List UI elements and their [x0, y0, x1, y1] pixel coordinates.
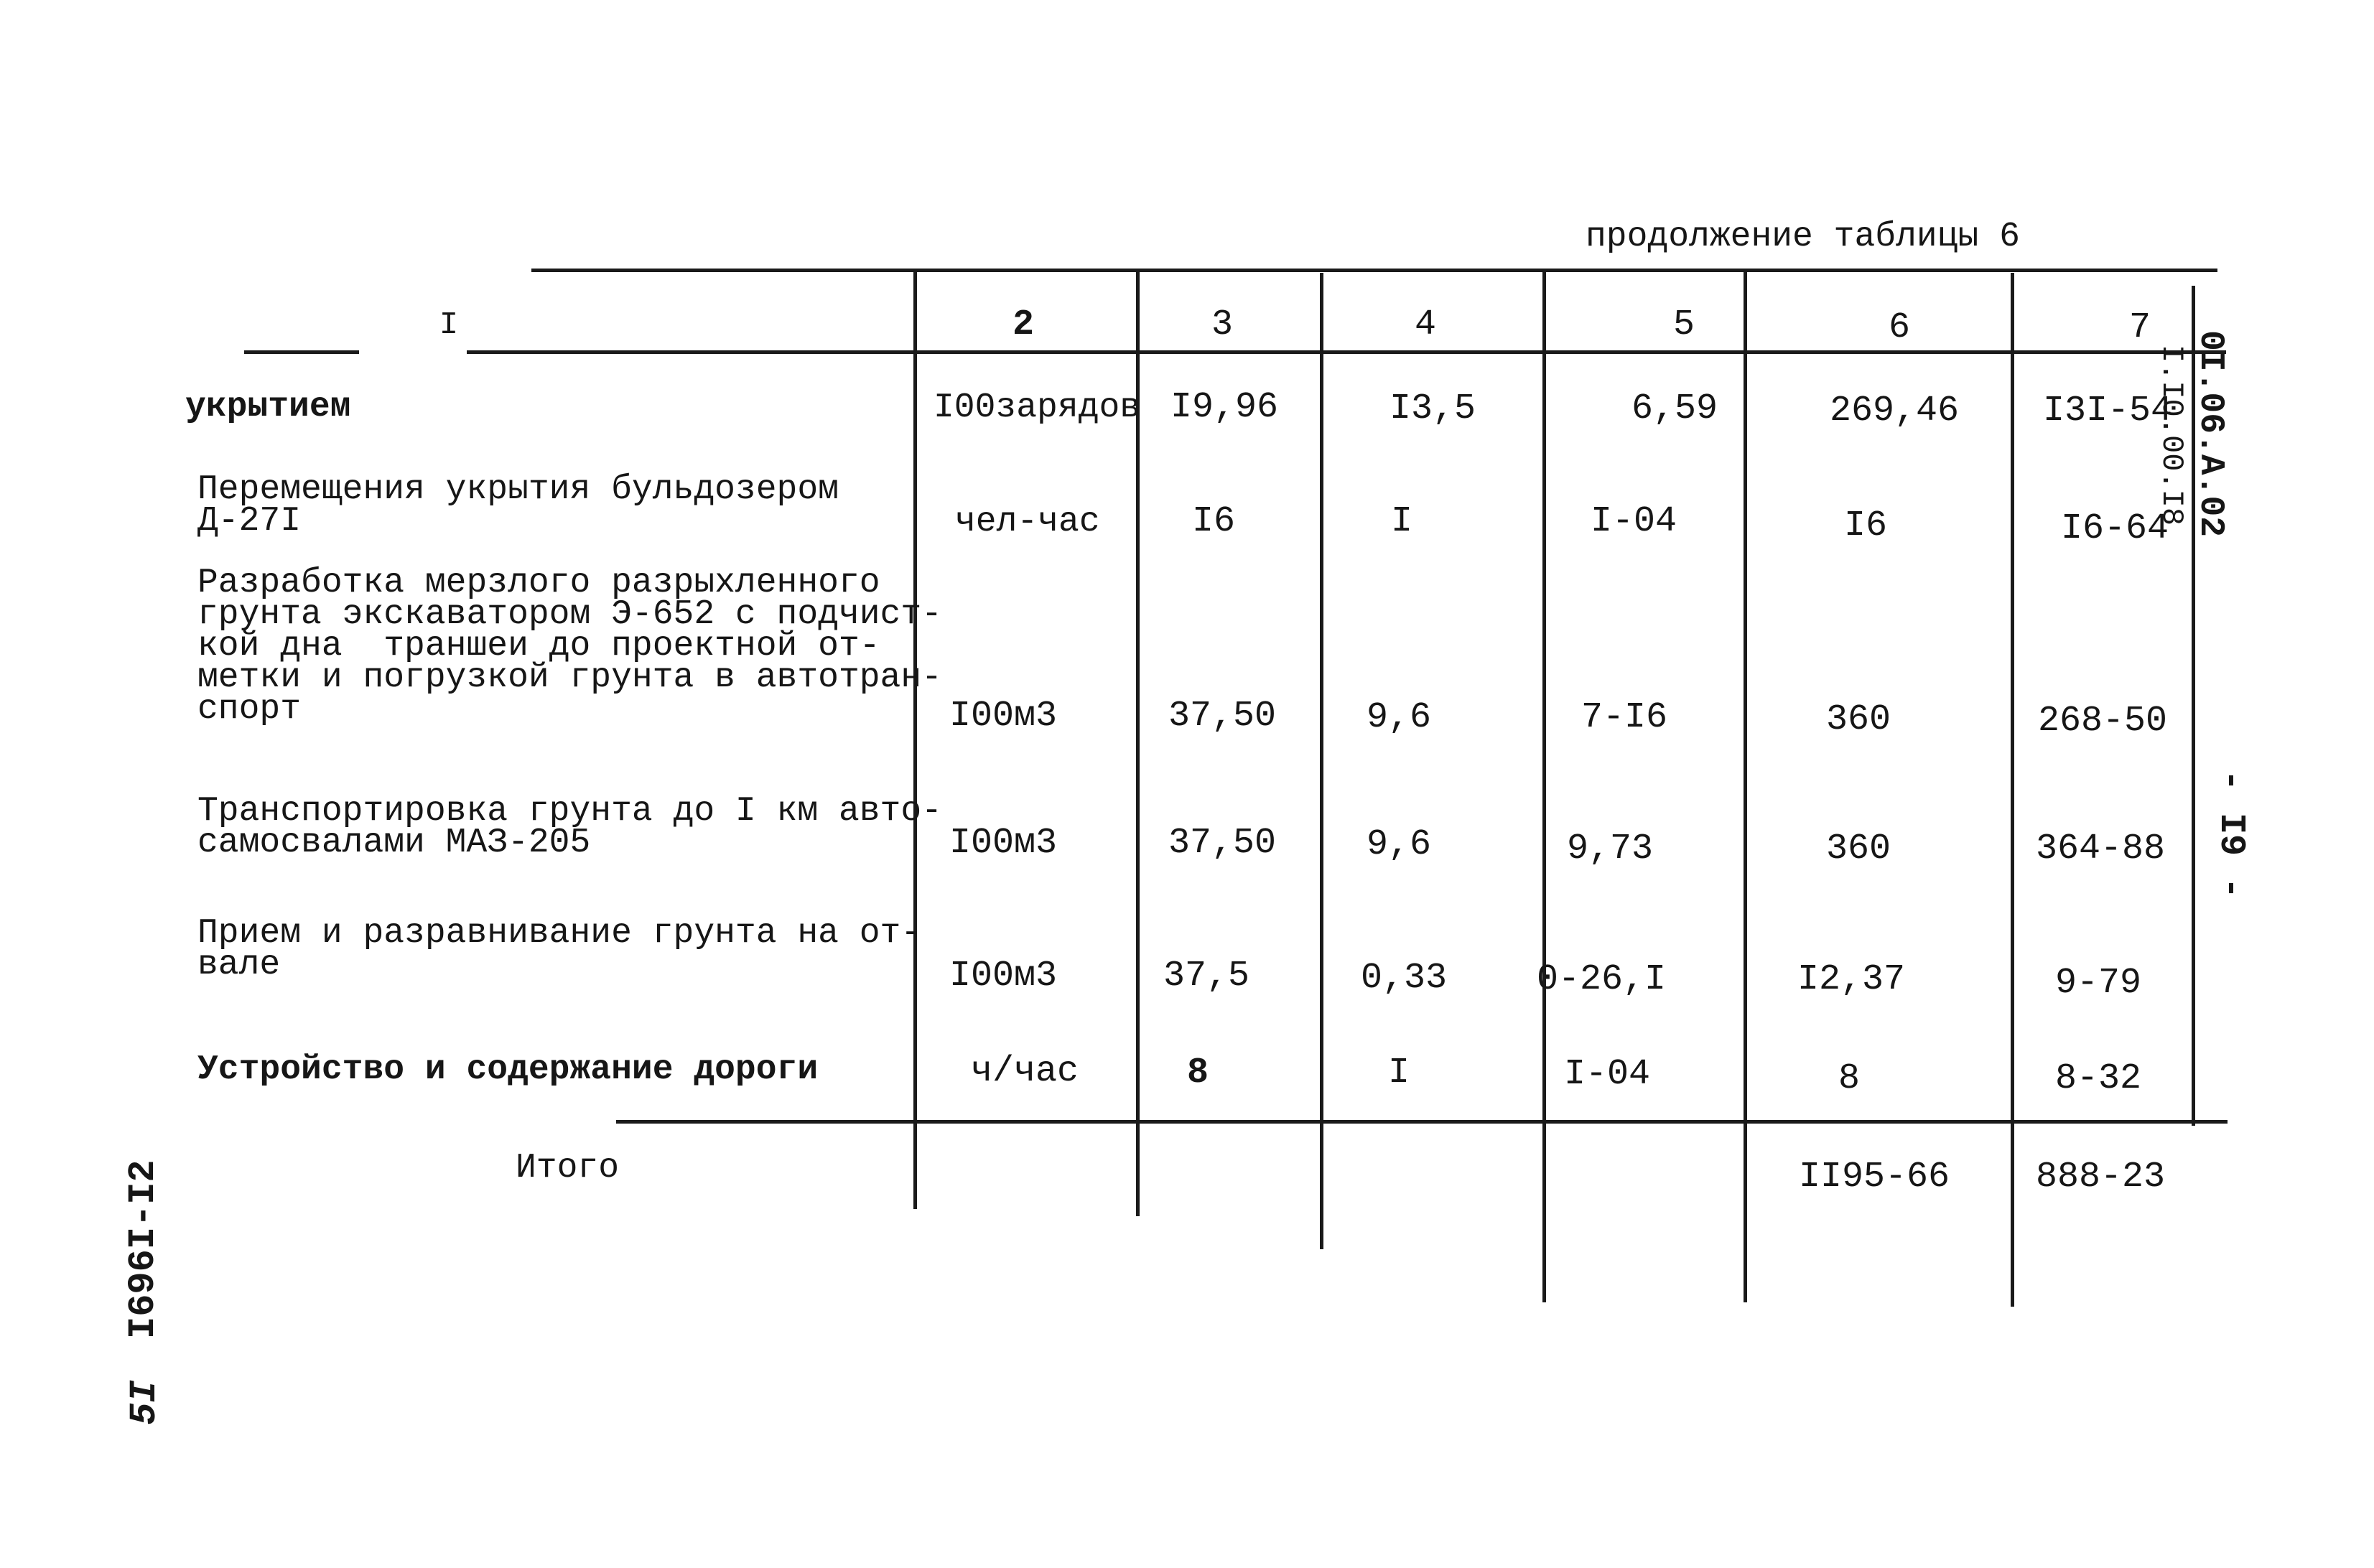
row-1-col4: I3,5 — [1389, 388, 1476, 429]
row-5-col3: 37,5 — [1163, 956, 1250, 997]
col-line-4 — [1542, 269, 1546, 1302]
col-line-3 — [1320, 273, 1323, 1249]
total-rule — [616, 1120, 2228, 1124]
margin-code-2: I.I0.00.I8 — [2154, 345, 2189, 526]
row-6-unit: ч/час — [971, 1051, 1079, 1092]
row-3-col4: 9,6 — [1366, 697, 1432, 738]
total-col7: 888-23 — [2035, 1157, 2166, 1198]
top-rule — [531, 269, 2217, 272]
table-caption: продолжение таблицы 6 — [1586, 218, 2020, 256]
row-4-col5: 9,73 — [1566, 829, 1654, 869]
row-3-col7: 268-50 — [2037, 701, 2168, 742]
row-2-unit: чел-час — [955, 503, 1100, 541]
header-rule — [467, 350, 2226, 354]
row-1-col6: 269,46 — [1829, 391, 1960, 431]
col-header-7: 7 — [2128, 307, 2151, 348]
row-6-col4: I — [1387, 1053, 1410, 1093]
row-1-unit: I00зарядов — [934, 388, 1141, 427]
col-header-6: 6 — [1888, 307, 1911, 348]
margin-page-mark: - I9 - — [2210, 770, 2251, 900]
row-4-col7: 364-88 — [2035, 829, 2166, 869]
row-2-col6: I6 — [1843, 505, 1888, 546]
margin-doc-number: I696I-I2 — [122, 1159, 164, 1339]
row-1-col3: I9,96 — [1170, 387, 1279, 428]
row-1-col7: I3I-54 — [2042, 391, 2173, 431]
row-3-col3: 37,50 — [1168, 696, 1277, 737]
row-5-col6: I2,37 — [1797, 959, 1906, 1000]
col-line-1 — [913, 269, 917, 1209]
col-line-6 — [2011, 273, 2014, 1307]
row-6-col5: I-04 — [1563, 1054, 1651, 1095]
margin-code-1: 0I.06.А.02 — [2191, 330, 2230, 538]
row-5-unit: I00м3 — [949, 956, 1058, 997]
row-6-col6: 8 — [1838, 1058, 1861, 1099]
row-5-col4: 0,33 — [1360, 958, 1448, 999]
col-header-1: I — [439, 307, 459, 343]
row-3-description: Разработка мерзлого разрыхленного грунта экскаватором Э-652 с подчист- кой дна траншеи до проектной от- метки и погрузкой грунта в автотран- спорт — [197, 564, 942, 729]
total-label: Итого — [516, 1149, 620, 1187]
header-rule-left — [244, 350, 359, 354]
row-4-col3: 37,50 — [1168, 823, 1277, 864]
row-4-description: Транспортировка грунта до I км авто- самосвалами МАЗ-205 — [197, 792, 942, 862]
row-2-col4: I — [1390, 501, 1413, 542]
row-4-col6: 360 — [1825, 829, 1891, 869]
col-header-4: 4 — [1414, 304, 1437, 345]
total-col6: II95-66 — [1798, 1157, 1950, 1198]
row-5-col7: 9-79 — [2054, 963, 2142, 1004]
row-2-description: Перемещения укрытия бульдозером Д-27I — [197, 470, 839, 541]
row-4-col4: 9,6 — [1366, 824, 1432, 865]
col-header-2: 2 — [1012, 304, 1035, 345]
row-5-col5: 0-26,I — [1536, 959, 1667, 1000]
row-6-col7: 8-32 — [2054, 1058, 2142, 1099]
col-line-5 — [1744, 269, 1747, 1302]
col-header-5: 5 — [1672, 304, 1695, 345]
row-3-unit: I00м3 — [949, 696, 1058, 737]
row-1-col5: 6,59 — [1631, 388, 1718, 429]
row-3-col5: 7-I6 — [1581, 697, 1668, 738]
row-2-col7: I6-64 — [2060, 508, 2169, 549]
row-2-col3: I6 — [1191, 501, 1236, 542]
row-3-col6: 360 — [1825, 699, 1891, 740]
row-6-col3: 8 — [1186, 1053, 1209, 1093]
row-5-description: Прием и разравнивание грунта на от- вале — [197, 914, 922, 984]
margin-page-number: 5I — [124, 1380, 166, 1425]
col-header-3: 3 — [1211, 304, 1234, 345]
row-6-description: Устройство и содержание дороги — [197, 1050, 819, 1089]
row-1-description: укрытием — [185, 388, 351, 426]
row-2-col5: I-04 — [1590, 501, 1677, 542]
row-4-unit: I00м3 — [949, 823, 1058, 864]
